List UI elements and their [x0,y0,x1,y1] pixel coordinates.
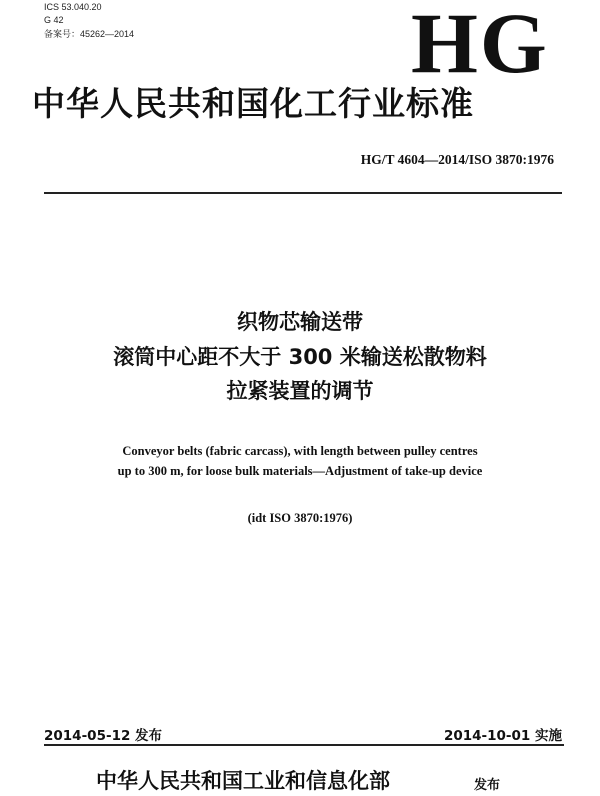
en-title-line-1: Conveyor belts (fabric carcass), with length between pulley centres [122,444,478,458]
header-divider-right [502,192,562,194]
footer-divider [44,744,564,746]
ccs-number: G 42 [44,15,64,25]
publisher-name: 中华人民共和国工业和信息化部 [96,769,390,793]
record-number: 备案号：45262—2014 [44,29,135,39]
identical-standard-note: (idt ISO 3870:1976) [247,511,353,525]
cn-title-line-1: 织物芯输送带 [237,310,363,334]
header-divider-left [44,192,532,194]
standard-category-title: 中华人民共和国化工行业标准 [32,84,474,123]
cn-title-line-3: 拉紧装置的调节 [226,379,374,403]
hg-logo: HG [411,0,549,91]
implementation-date: 2014-10-01 实施 [443,728,562,744]
issue-date: 2014-05-12 发布 [44,728,163,744]
publisher-label: 发布 [474,778,501,793]
ics-number: ICS 53.040.20 [44,2,102,12]
standard-code: HG/T 4604—2014/ISO 3870:1976 [360,152,554,167]
en-title-line-2: up to 300 m, for loose bulk materials—Adjustment of take-up device [117,464,483,478]
cn-title-line-2: 滚筒中心距不大于 300 米输送松散物料 [113,345,487,369]
